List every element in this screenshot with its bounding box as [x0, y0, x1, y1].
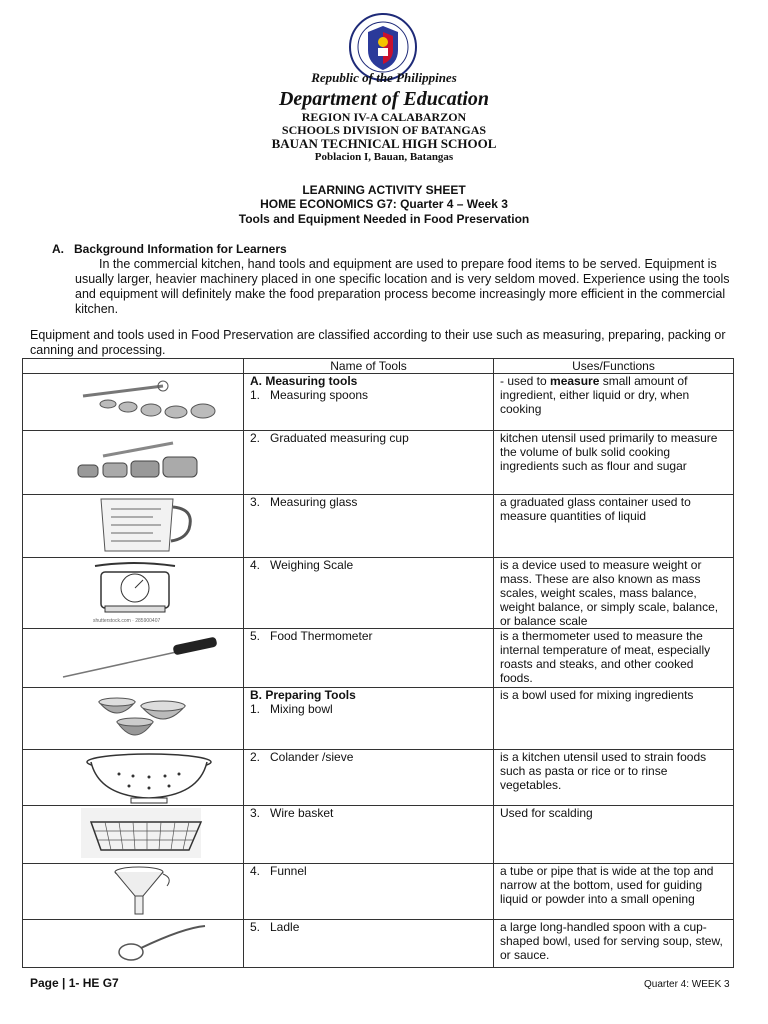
- name-cell: [244, 431, 494, 495]
- topic-title: Tools and Equipment Needed in Food Preservation: [238, 212, 530, 226]
- tools-table: [22, 358, 734, 968]
- measuring-cups-image: [33, 431, 233, 491]
- image-cell: [23, 431, 244, 495]
- mixing-bowl-image: [33, 688, 233, 748]
- category-heading: B. Preparing Tools: [250, 688, 356, 702]
- header-image-cell: [23, 359, 244, 374]
- image-cell: [23, 374, 244, 431]
- republic-line: Republic of the Philippines: [311, 70, 457, 85]
- image-cell: [23, 495, 244, 558]
- tool-name: 1. Mixing bowl: [250, 702, 333, 716]
- image-cell: [23, 920, 244, 968]
- classification-paragraph: Equipment and tools used in Food Preservation are classified according to their use such as measuring, preparing, packing or canning and processing.: [30, 328, 726, 357]
- page-footer-right: Quarter 4: WEEK 3: [644, 979, 730, 990]
- use-cell: is a thermometer used to measure the internal temperature of meat, especially roasts and steaks, and other cooked foods.: [494, 629, 734, 688]
- funnel-image: [33, 864, 233, 919]
- background-paragraph: In the commercial kitchen, hand tools and equipment are used to prepare food items to be served. Equipment is usually larger, heavier machinery placed in one specific location and is very seldom moved. Experience using the tools and equipment will definitely make the food preparation process become increasingly more efficient in the commercial kitchen.: [75, 257, 730, 316]
- subject-title: HOME ECONOMICS G7: Quarter 4 – Week 3: [260, 197, 508, 211]
- image-cell: [23, 864, 244, 920]
- name-cell: [244, 688, 494, 750]
- name-cell: [244, 495, 494, 558]
- table-row: [23, 431, 734, 495]
- use-cell: a tube or pipe that is wide at the top and narrow at the bottom, used for guiding liquid or powder into a small opening: [494, 864, 734, 920]
- section-a-heading: [52, 242, 287, 256]
- category-heading: A. Measuring tools: [250, 374, 358, 388]
- tool-name: 3. Measuring glass: [250, 495, 358, 509]
- header-uses-functions: Uses/Functions: [494, 359, 734, 374]
- table-row: [23, 864, 734, 920]
- section-a-heading-text: Background Information for Learners: [74, 242, 287, 256]
- use-cell: is a device used to measure weight or mass. These are also known as mass scales, weight scales, mass balance, weight balance, or simply scale, balance, or balance scale: [494, 558, 734, 629]
- scale-credit-text: shutterstock.com · 285900407: [93, 618, 161, 624]
- use-cell: Used for scalding: [494, 806, 734, 864]
- name-cell: [244, 629, 494, 688]
- table-row: [23, 750, 734, 806]
- name-cell: [244, 806, 494, 864]
- tool-name: 2. Graduated measuring cup: [250, 431, 409, 445]
- name-cell: [244, 374, 494, 431]
- division-line: SCHOOLS DIVISION OF BATANGAS: [281, 123, 487, 137]
- name-cell: [244, 864, 494, 920]
- sheet-title: LEARNING ACTIVITY SHEET: [302, 183, 466, 197]
- tool-name: 4. Funnel: [250, 864, 307, 878]
- colander-image: [33, 750, 233, 805]
- tool-name: 3. Wire basket: [250, 806, 334, 820]
- table-row: [23, 374, 734, 431]
- region-line: REGION IV-A CALABARZON: [301, 110, 467, 124]
- image-cell: [23, 629, 244, 688]
- table-header-row: [23, 359, 734, 374]
- school-name: BAUAN TECHNICAL HIGH SCHOOL: [271, 136, 497, 151]
- section-a-letter: A.: [52, 242, 64, 256]
- tool-name: 1. Measuring spoons: [250, 388, 369, 402]
- measuring-spoons-image: [33, 374, 233, 429]
- table-row: [23, 629, 734, 688]
- school-address: Poblacion I, Bauan, Batangas: [314, 151, 454, 163]
- page-footer-left: Page | 1- HE G7: [30, 976, 119, 990]
- table-row: [23, 688, 734, 750]
- tool-name: 2. Colander /sieve: [250, 750, 354, 764]
- department-title: Department of Education: [278, 88, 489, 110]
- weighing-scale-image: [33, 558, 233, 626]
- use-cell: a large long-handled spoon with a cup-shaped bowl, used for serving soup, stew, or sauce.: [494, 920, 734, 968]
- use-cell: kitchen utensil used primarily to measure the volume of bulk solid cooking ingredients such as flour and sugar: [494, 431, 734, 495]
- tool-name: 4. Weighing Scale: [250, 558, 354, 572]
- image-cell: [23, 558, 244, 629]
- use-cell: a graduated glass container used to measure quantities of liquid: [494, 495, 734, 558]
- use-cell: - used to measure small amount of ingredient, either liquid or dry, when cooking: [494, 374, 734, 431]
- table-row: [23, 920, 734, 968]
- tool-name: 5. Food Thermometer: [250, 629, 373, 643]
- image-cell: [23, 806, 244, 864]
- ladle-image: [33, 920, 233, 966]
- image-cell: [23, 750, 244, 806]
- food-thermometer-image: [33, 629, 233, 684]
- use-cell: is a bowl used for mixing ingredients: [494, 688, 734, 750]
- use-cell: is a kitchen utensil used to strain foods such as pasta or rice or to rinse vegetables.: [494, 750, 734, 806]
- measuring-glass-image: [33, 495, 233, 555]
- tool-name: 5. Ladle: [250, 920, 300, 934]
- wire-basket-image: [33, 806, 233, 861]
- name-cell: [244, 920, 494, 968]
- header-name-of-tools: Name of Tools: [244, 359, 494, 374]
- table-row: [23, 558, 734, 629]
- name-cell: [244, 558, 494, 629]
- table-row: [23, 495, 734, 558]
- name-cell: [244, 750, 494, 806]
- image-cell: [23, 688, 244, 750]
- table-row: [23, 806, 734, 864]
